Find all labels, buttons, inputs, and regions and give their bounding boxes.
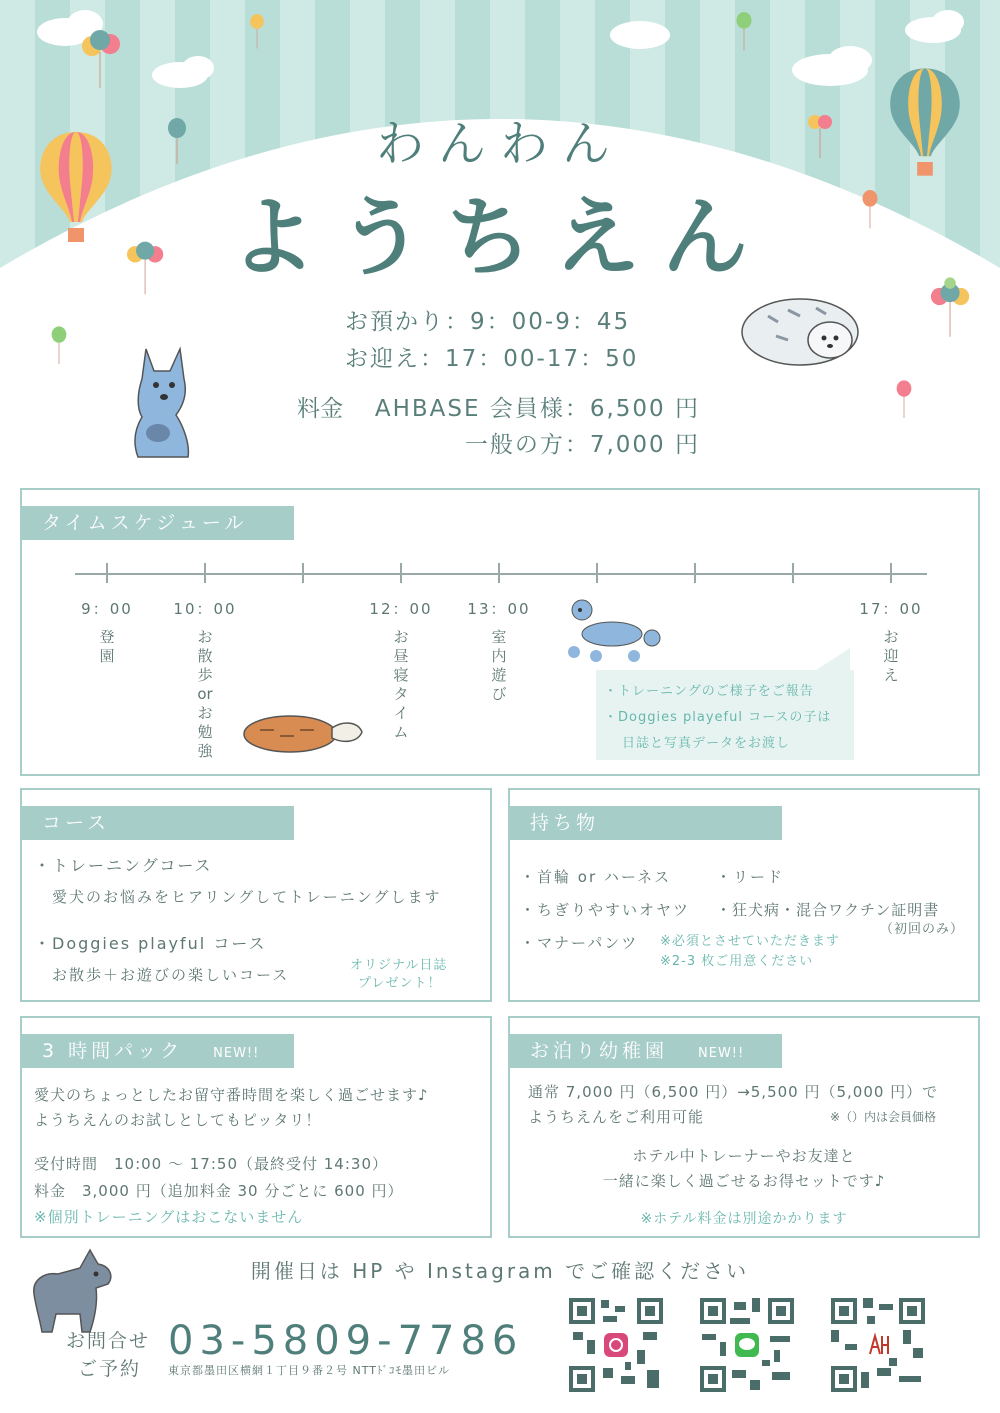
stay-line: ようちえんをご利用可能: [528, 1108, 705, 1126]
instagram-icon: [604, 1333, 628, 1357]
time-label: 13：00: [467, 600, 531, 618]
belongings-box: [508, 788, 980, 1002]
belongings-item: ・ちぎりやすいオヤツ: [520, 901, 691, 919]
new-badge: NEW!!: [698, 1046, 745, 1061]
dropoff-hours: お預かり：9：00-9：45: [345, 309, 631, 335]
belongings-item: ・リード: [716, 868, 785, 886]
sitting-dog-icon: [118, 345, 200, 460]
time-label: 12：00: [369, 600, 433, 618]
course-item-desc: お散歩＋お遊びの楽しいコース: [52, 966, 290, 984]
activity-label: お散歩orお勉強: [197, 628, 213, 760]
course-item-title: ・Doggies playful コース: [34, 934, 267, 953]
stay-line: 一緒に楽しく過ごせるお得セットです♪: [602, 1172, 886, 1190]
address: 東京都墨田区横網１丁目９番２号 NTTﾄﾞｺﾓ墨田ビル: [168, 1364, 450, 1377]
bubble-line: ・Doggies playeful コースの子は: [604, 710, 832, 725]
contact-label: お問合せ: [66, 1330, 151, 1352]
sleeping-dog-icon: [738, 288, 868, 370]
timeline: [75, 573, 927, 575]
lying-dog-icon: [240, 708, 366, 756]
course-note: プレゼント！: [358, 976, 442, 991]
new-badge: NEW!!: [213, 1046, 260, 1061]
balloon-icon: [895, 380, 913, 420]
phone-number[interactable]: 03-5809-7786: [168, 1318, 524, 1364]
time-label: 9：00: [81, 600, 133, 618]
timeline-tick: [302, 563, 304, 583]
pack-reception: 受付時間 10:00 ～ 17:50（最終受付 14:30）: [34, 1155, 388, 1173]
pack-line: ようちえんのお試しとしてもピッタリ！: [34, 1111, 322, 1129]
stay-line: ホテル中トレーナーやお友達と: [632, 1147, 856, 1165]
stay-heading: [510, 1034, 782, 1068]
belongings-item: ・マナーパンツ: [520, 934, 639, 952]
title-sub: わんわん: [375, 116, 624, 172]
bubble-line: ・トレーニングのご様子をご報告: [604, 684, 814, 699]
time-label: 10：00: [173, 600, 237, 618]
qr-code-ah[interactable]: [829, 1296, 927, 1394]
course-item-desc: 愛犬のお悩みをヒアリングしてトレーニングします: [52, 888, 442, 906]
fee-general: 一般の方：7,000 円: [464, 432, 700, 458]
terrier-dog-icon: [24, 1244, 116, 1336]
belongings-note: ※2-3 枚ご用意ください: [660, 954, 814, 969]
timeline-tick: [792, 563, 794, 583]
pack-heading: [22, 1034, 294, 1068]
balloon-bunch-icon: [78, 26, 126, 90]
timeline-tick: [596, 563, 598, 583]
qr-code-instagram[interactable]: [567, 1296, 665, 1394]
timeline-tick: [498, 563, 500, 583]
course-note: オリジナル日誌: [350, 958, 448, 973]
course-heading: コース: [22, 806, 294, 840]
balloon-icon: [734, 12, 754, 52]
timeline-tick: [890, 563, 892, 583]
schedule-heading: タイムスケジュール: [22, 506, 294, 540]
stay-note: ※ホテル料金は別途かかります: [640, 1211, 848, 1227]
pack-line: 愛犬のちょっとしたお留守番時間を楽しく過ごせます♪: [34, 1086, 429, 1104]
bubble-line: 日誌と写真データをお渡し: [622, 736, 791, 751]
time-label: 17：00: [859, 600, 923, 618]
qr-code-line[interactable]: [698, 1296, 796, 1394]
pickup-hours: お迎え：17：00-17：50: [345, 346, 639, 372]
activity-label: お迎え: [883, 628, 899, 684]
activity-label: お昼寝タイム: [393, 628, 409, 741]
belongings-note: ※必須とさせていただきます: [660, 934, 840, 949]
pack-heading-label: 3 時間パック: [42, 1040, 184, 1062]
balloon-icon: [50, 326, 68, 366]
stay-line: 通常 7,000 円（6,500 円）→5,500 円（5,000 円）で: [528, 1083, 939, 1101]
timeline-tick: [106, 563, 108, 583]
stay-member-note: ※（）内は会員価格: [830, 1110, 937, 1124]
footer-notice: 開催日は HP や Instagram でご確認ください: [250, 1259, 750, 1283]
pack-note: ※個別トレーニングはおこないません: [34, 1208, 304, 1226]
timeline-tick: [400, 563, 402, 583]
belongings-item: ・首輪 or ハーネス: [520, 868, 672, 886]
pack-price: 料金 3,000 円（追加料金 30 分ごとに 600 円）: [34, 1182, 404, 1200]
timeline-tick: [694, 563, 696, 583]
belongings-heading: 持ち物: [510, 806, 782, 840]
balloon-icon: [248, 14, 266, 50]
course-item-title: ・トレーニングコース: [34, 856, 213, 875]
fee-member: AHBASE 会員様：6,500 円: [374, 396, 700, 422]
poodle-icon: [560, 596, 664, 664]
belongings-item: ・狂犬病・混合ワクチン証明書: [716, 901, 940, 919]
stay-heading-label: お泊り幼稚園: [530, 1040, 669, 1062]
activity-label: 登園: [99, 628, 115, 665]
belongings-item-note: （初回のみ）: [880, 922, 965, 937]
contact-label: ご予約: [78, 1358, 142, 1380]
timeline-tick: [204, 563, 206, 583]
activity-label: 室内遊び: [491, 628, 507, 703]
page-title: ようちえん: [230, 188, 770, 288]
stay-box: [508, 1016, 980, 1238]
fee-label: 料金: [297, 396, 343, 422]
